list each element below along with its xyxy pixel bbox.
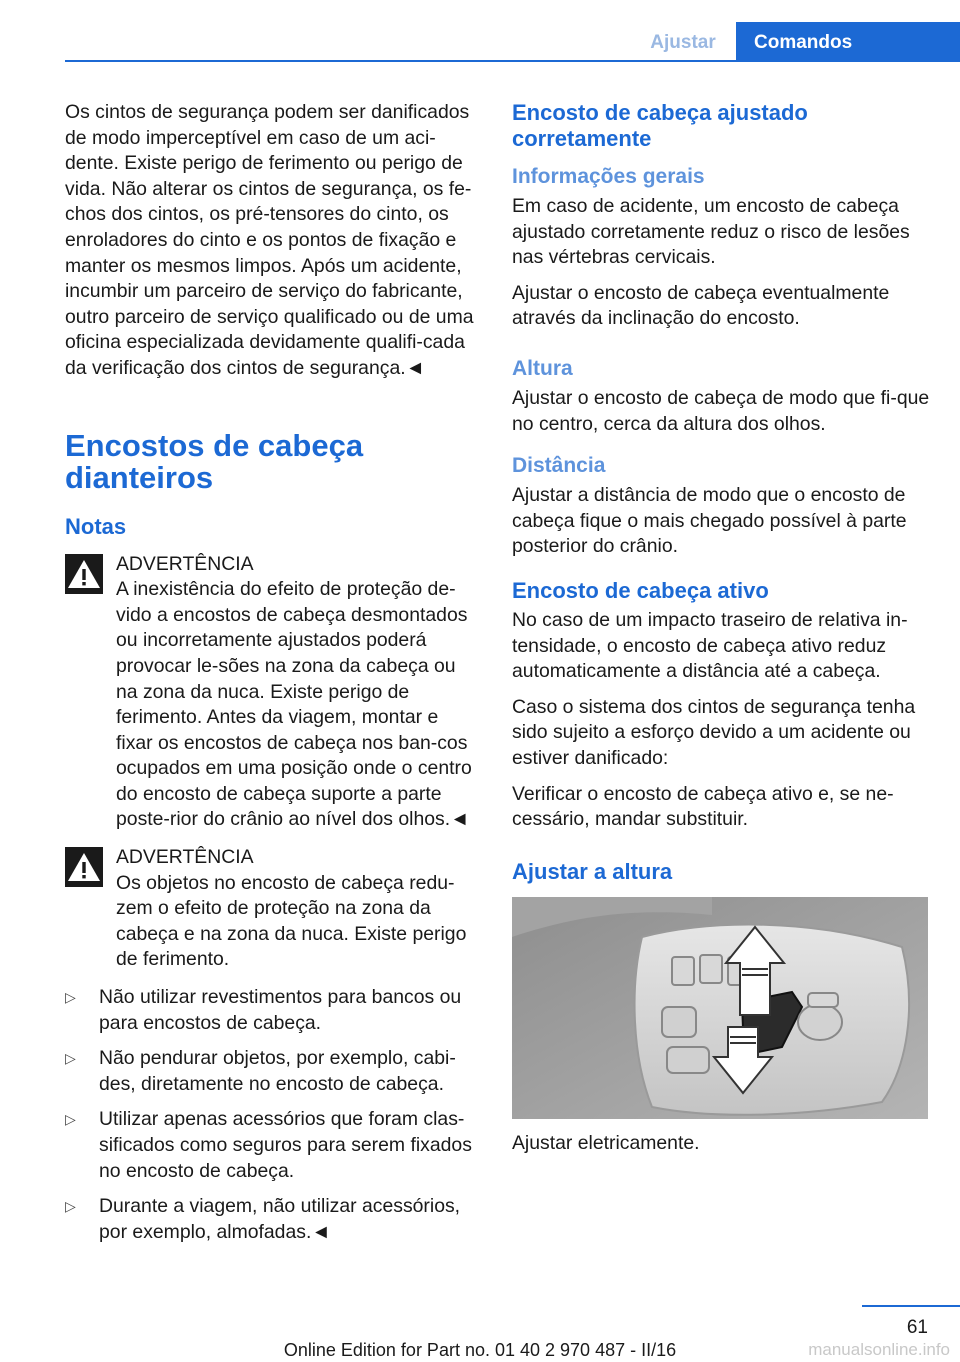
list-item: ▷ Não pendurar objetos, por exemplo, cabi-des, diretamente no encosto de cabeça. bbox=[65, 1047, 456, 1095]
intro-paragraph: Os cintos de segurança podem ser danificados de modo imperceptível em caso de um aci-dente. Existe perigo de ferimento ou perigo de vida. Não alterar os cintos de segurança, os fe-chos dos cintos, os pré-tensores do cinto, os enroladores do cinto e os pontos de fixação e manter os mesmos limpos. Após um acidente, incumbir um parceiro de serviço do fabricante, outro parceiro de serviço qualificado ou de uma oficina especializada devidamente qualifi-cada da verificação dos cintos de segurança.◄ bbox=[65, 101, 474, 379]
triangle-bullet-icon: ▷ bbox=[65, 1198, 76, 1215]
header-tab-ajustar[interactable]: Ajustar bbox=[650, 32, 716, 53]
list-item: ▷ Utilizar apenas acessórios que foram clas-sificados como seguros para serem fixados no encosto de cabeça. bbox=[65, 1108, 472, 1182]
list-item: ▷ Durante a viagem, não utilizar acessórios, por exemplo, almofadas.◄ bbox=[65, 1195, 461, 1243]
warning-label-2: ADVERTÊNCIA bbox=[116, 846, 254, 869]
footer-rule bbox=[862, 1305, 960, 1307]
triangle-bullet-icon: ▷ bbox=[65, 1050, 76, 1067]
left-column bbox=[65, 100, 480, 1255]
distance-paragraph: Ajustar a distância de modo que o encosto de cabeça fique o mais chegado possível à parte posterior do crânio. bbox=[512, 484, 907, 558]
right-column bbox=[512, 100, 930, 1166]
heading-correct: Encosto de cabeça ajustado corretamente bbox=[512, 100, 808, 151]
warning-triangle-icon bbox=[65, 847, 103, 887]
header-rule bbox=[65, 60, 960, 62]
active-paragraph-1: No caso de um impacto traseiro de relativa in-tensidade, o encosto de cabeça ativo reduz automaticamente a distância até a cabeça. bbox=[512, 608, 908, 683]
seat-control-illustration bbox=[512, 897, 928, 1119]
heading-general: Informações gerais bbox=[512, 165, 705, 188]
header-tab-comandos[interactable]: Comandos bbox=[736, 22, 960, 62]
section-title: Encostos de cabeça dianteiros bbox=[65, 427, 364, 495]
heading-adjust: Ajustar a altura bbox=[512, 858, 673, 884]
height-paragraph: Ajustar o encosto de cabeça de modo que fi-que no centro, cerca da altura dos olhos. bbox=[512, 386, 930, 435]
general-paragraph-1: Em caso de acidente, um encosto de cabeça ajustado corretamente reduz o risco de lesões nas vértebras cervicais. bbox=[512, 195, 910, 269]
list-item: ▷ Não utilizar revestimentos para bancos ou para encostos de cabeça. bbox=[65, 986, 462, 1034]
triangle-bullet-icon: ▷ bbox=[65, 1111, 76, 1128]
bullet-list bbox=[65, 985, 480, 1245]
warning-block-1 bbox=[65, 552, 480, 834]
heading-height: Altura bbox=[512, 356, 573, 380]
general-paragraph-2: Ajustar o encosto de cabeça eventualmente através da inclinação do encosto. bbox=[512, 281, 890, 330]
warning-label-1: ADVERTÊNCIA bbox=[116, 552, 254, 575]
warning-triangle-icon bbox=[65, 554, 103, 594]
edition-text: Online Edition for Part no. 01 40 2 970 487 - II/16 bbox=[283, 1340, 677, 1360]
warning-text-2: Os objetos no encosto de cabeça redu-zem o efeito de proteção na zona da cabeça e na zona da nuca. Existe perigo de ferimento. bbox=[116, 871, 467, 971]
warning-text-1: A inexistência do efeito de proteção de-vido a encostos de cabeça desmontados ou incorretamente ajustados poderá provocar le-sões na zona da cabeça ou na zona da nuca. Existe perigo de ferimento. Antes da viagem, montar e fixar os encostos de cabeça nos ban-cos ocupados em uma posição onde o centro do encosto de cabeça suporte a parte poste-rior do crânio ao nível dos olhos.◄ bbox=[116, 578, 472, 831]
heading-active: Encosto de cabeça ativo bbox=[512, 577, 769, 603]
heading-distance: Distância bbox=[512, 454, 606, 478]
page-number: 61 bbox=[906, 1317, 928, 1338]
notes-title: Notas bbox=[65, 513, 127, 539]
active-paragraph-3: Verificar o encosto de cabeça ativo e, se ne-cessário, mandar substituir. bbox=[512, 782, 894, 831]
active-paragraph-2: Caso o sistema dos cintos de segurança tenha sido sujeito a esforço devido a um acidente ou estiver danificado: bbox=[512, 695, 916, 769]
warning-block-2 bbox=[65, 845, 480, 973]
figure-caption: Ajustar eletricamente. bbox=[512, 1131, 700, 1154]
watermark: manualsonline.info bbox=[808, 1340, 950, 1359]
triangle-bullet-icon: ▷ bbox=[65, 989, 76, 1006]
